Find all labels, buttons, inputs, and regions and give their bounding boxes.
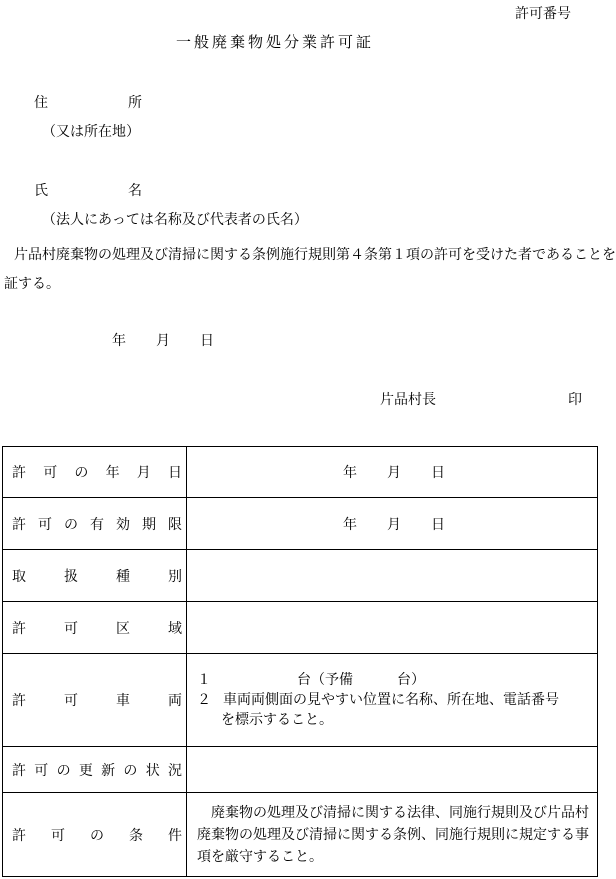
permit-area-label: 許可区域 — [3, 602, 187, 654]
vehicles-item-1-text: 台（予備 — [297, 672, 353, 688]
conditions-label: 許可の条件 — [3, 793, 187, 877]
issue-date — [112, 330, 214, 350]
vehicles-label: 許可車両 — [3, 654, 187, 747]
conditions-value: 廃棄物の処理及び清掃に関する法律、同施行規則及び片品村廃棄物の処理及び清掃に関する条例、同施行規則に規定する事項を厳守すること。 — [187, 793, 598, 877]
vehicles-item-2-text: 車両両側面の見やすい位置に名称、所在地、電話番号 — [223, 692, 559, 708]
table-row-permit-area — [3, 602, 598, 654]
permit-date-year: 年 — [343, 465, 357, 481]
permit-date-label: 許可の年月日 — [3, 447, 187, 498]
permit-date-value — [187, 447, 598, 498]
address-label-char-2: 所 — [128, 95, 142, 111]
vehicles-item-2 — [197, 690, 591, 710]
expiry-label: 許可の有効期限 — [3, 498, 187, 550]
vehicles-item-1-end: 台） — [397, 672, 425, 688]
signer-name: 片品村長 — [380, 392, 436, 408]
vehicles-item-2-num: ２ — [197, 692, 211, 708]
handling-type-value — [187, 550, 598, 602]
renewal-label: 許可の更新の状況 — [3, 747, 187, 793]
permit-date-day: 日 — [431, 465, 445, 481]
table-row-handling-type — [3, 550, 598, 602]
name-label-char-1: 氏 — [34, 183, 48, 199]
vehicles-item-1-num: １ — [197, 672, 211, 688]
handling-type-label: 取扱種別 — [3, 550, 187, 602]
table-row-permit-date — [3, 447, 598, 498]
expiry-month: 月 — [387, 516, 401, 533]
vehicles-value — [187, 654, 598, 747]
issue-month: 月 — [156, 333, 170, 349]
expiry-value — [187, 498, 598, 550]
vehicles-item-2-cont: を標示すること。 — [221, 712, 333, 728]
seal-mark: 印 — [568, 392, 582, 408]
renewal-value — [187, 747, 598, 793]
permit-number-label: 許可番号 — [515, 6, 571, 22]
table-row-conditions — [3, 793, 598, 877]
issue-day: 日 — [200, 333, 214, 349]
expiry-year: 年 — [343, 516, 357, 533]
permit-area-value — [187, 602, 598, 654]
table-row-vehicles — [3, 654, 598, 747]
expiry-day: 日 — [431, 516, 445, 533]
certification-text: 片品村廃棄物の処理及び清掃に関する条例施行規則第４条第１項の許可を受けた者であることを証する。 — [4, 247, 616, 292]
document-title: 一般廃棄物処分業許可証 — [176, 33, 375, 51]
vehicles-item-1 — [197, 670, 591, 690]
table-row-expiry — [3, 498, 598, 550]
name-note: （法人にあっては名称及び代表者の氏名） — [42, 212, 308, 228]
issue-year: 年 — [112, 333, 126, 349]
name-label-char-2: 名 — [128, 183, 142, 199]
address-label — [34, 92, 142, 112]
address-note: （又は所在地） — [42, 124, 140, 140]
permit-date-month: 月 — [387, 465, 401, 481]
name-label — [34, 180, 142, 200]
address-label-char-1: 住 — [34, 95, 48, 111]
table-row-renewal — [3, 747, 598, 793]
permit-table — [2, 446, 598, 877]
